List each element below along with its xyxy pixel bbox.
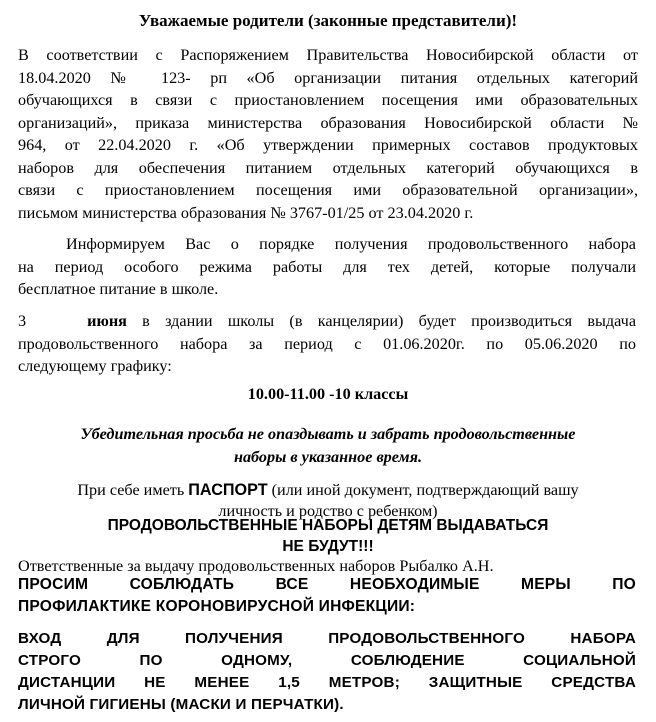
precautions-line: ПРОСИМ СОБЛЮДАТЬ ВСЕ НЕОБХОДИМЫЕ МЕРЫ ПО	[18, 576, 636, 593]
intro-line: письмом министерства образования № 3767-01/25 от 23.04.2020 г.	[18, 203, 474, 222]
request-line: Убедительная просьба не опаздывать и забрать продовольственные	[80, 425, 576, 443]
issue-line-rest: в здании школы (в канцелярии) будет производиться выдача	[142, 312, 637, 330]
entry-line: ЛИЧНОЙ ГИГИЕНЫ (МАСКИ И ПЕРЧАТКИ).	[18, 696, 344, 713]
warning-line: НЕ БУДУТ!!!	[282, 538, 374, 555]
issue-month: июня	[87, 312, 127, 330]
request-paragraph	[0, 423, 656, 468]
schedule-line: 10.00-11.00 -10 классы	[247, 385, 409, 403]
bring-document: ПАСПОРТ	[188, 481, 268, 499]
responsible-line: Ответственные за выдачу продовольственных наборов Рыбалко А.Н.	[18, 557, 494, 575]
request-line: наборы в указанное время.	[233, 447, 423, 466]
intro-paragraph	[18, 44, 638, 224]
intro-line: связи с приостановлением посещения ими образовательной организации»,	[18, 181, 638, 199]
inform-paragraph	[18, 233, 636, 301]
bring-line: личность и родство с ребенком)	[218, 502, 438, 520]
bring-line	[0, 480, 656, 501]
intro-line: обучающихся в связи с приостановлением посещения ими образовательных	[18, 91, 638, 109]
warning-line: ПРОДОВОЛЬСТВЕННЫЕ НАБОРЫ ДЕТЯМ ВЫДАВАТЬСЯ	[107, 517, 549, 534]
issue-paragraph	[18, 310, 636, 378]
entry-line: ВХОД ДЛЯ ПОЛУЧЕНИЯ ПРОДОВОЛЬСТВЕННОГО НАБОРА	[18, 630, 636, 647]
intro-line: организаций», приказа министерства образования Новосибирской области №	[18, 113, 638, 132]
issue-line: следующему графику:	[18, 357, 172, 375]
precautions-line: ПРОФИЛАКТИКЕ КОРОНОВИРУСНОЙ ИНФЕКЦИИ:	[18, 598, 416, 615]
bring-suffix: (или иной документ, подтверждающий вашу	[271, 481, 579, 499]
inform-line: бесплатное питание в школе.	[18, 280, 219, 298]
inform-line: Информируем Вас о порядке получения продовольственного набора	[66, 235, 636, 253]
entry-line: СТРОГО ПО ОДНОМУ, СОБЛЮДЕНИЕ СОЦИАЛЬНОЙ	[18, 652, 636, 669]
inform-line: на период особого режима работы для тех детей, которые получали	[18, 257, 636, 276]
intro-line: 964, от 22.04.2020 г. «Об утверждении примерных составов продуктовых	[18, 136, 638, 154]
notice-title: Уважаемые родители (законные представители)!	[138, 11, 518, 30]
entry-rules-block	[18, 628, 636, 716]
entry-line: ДИСТАНЦИИ НЕ МЕНЕЕ 1,5 МЕТРОВ; ЗАЩИТНЫЕ СРЕДСТВА	[18, 674, 636, 691]
intro-line: наборов для обеспечения питанием отдельных категорий обучающихся в	[18, 158, 638, 177]
precautions-block	[18, 574, 636, 618]
intro-line: В соответствии с Распоряжением Правительства Новосибирской области от	[18, 46, 638, 64]
warning-block	[0, 515, 656, 557]
bring-prefix: При себе иметь	[77, 481, 185, 499]
issue-line	[18, 310, 636, 333]
intro-line: 18.04.2020 № 123- рп «Об организации питания отдельных категорий	[18, 68, 638, 87]
issue-line: продовольственного набора за период с 01.06.2020г. по 05.06.2020 по	[18, 334, 636, 353]
issue-day: 3	[18, 312, 27, 330]
